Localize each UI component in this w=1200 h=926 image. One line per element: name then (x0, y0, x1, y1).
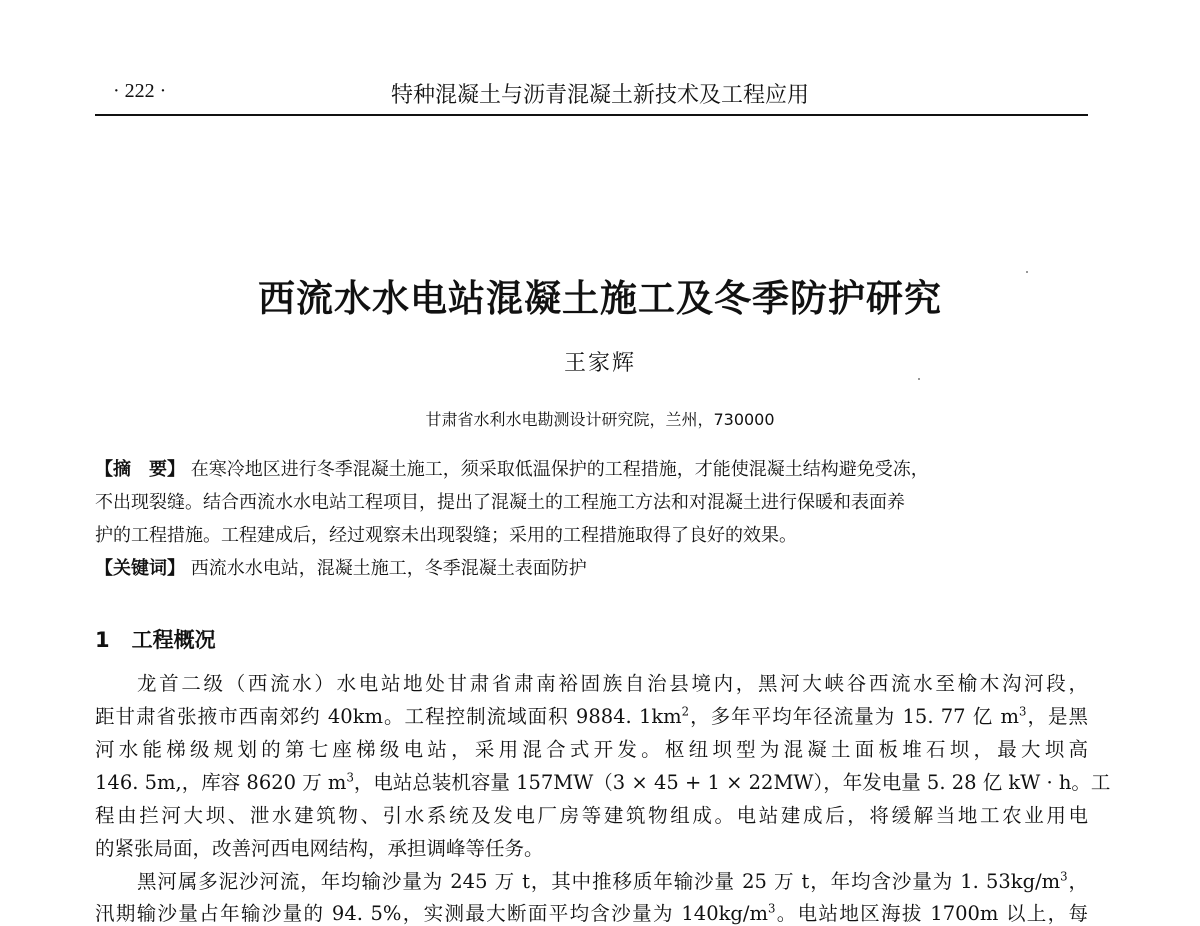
keywords-text: 西流水水电站，混凝土施工，冬季混凝土表面防护 (190, 558, 587, 579)
keywords-label: 【关键词】 (95, 558, 185, 579)
author-affiliation: 甘肃省水利水电勘测设计研究院，兰州，730000 (425, 410, 775, 429)
section-number: 1 (95, 628, 110, 652)
section-heading (95, 624, 216, 654)
author-name: 王家辉 (563, 351, 636, 376)
abstract-label: 【摘 要】 (95, 459, 185, 480)
body-line: 距甘肃省张掖市西南郊约 40km。工程控制流域面积 9884. $1km^2$，多年平均年径流量为 15. 77 亿 $m^3$，是黑 (95, 704, 1088, 728)
abstract-line: 不出现裂缝。结合西流水水电站工程项目，提出了混凝土的工程施工方法和对混凝土进行保暖和表面养 (95, 492, 905, 513)
section-title: 工程概况 (131, 628, 216, 652)
running-header: 特种混凝土与沥青混凝土新技术及工程应用 (390, 83, 809, 108)
body-line: 的紧张局面，改善河西电网结构，承担调峰等任务。 (95, 837, 544, 860)
abstract-text: 在寒冷地区进行冬季混凝土施工，须采取低温保护的工程措施，才能使混凝土结构避免受冻， (190, 459, 929, 480)
body-line: 河水能梯级规划的第七座梯级电站，采用混合式开发。枢纽坝型为混凝土面板堆石坝，最大坝高 (95, 738, 1088, 761)
header-rule (95, 114, 1088, 116)
scan-speck (918, 378, 920, 380)
keywords-line (95, 554, 587, 580)
body-line: 汛期输沙量占年输沙量的 94. 5%，实测最大断面平均含沙量为 $140kg/m^3$。电站地区海拔 1700m 以上，每 (95, 901, 1089, 925)
body-line: 146. 5m,，库容 8620 万 $m^3$，电站总装机容量 157MW（3 × 45 + 1 × 22MW），年发电量 5. 28 亿 kW · h。工 (95, 770, 1111, 794)
body-line: 程由拦河大坝、泄水建筑物、引水系统及发电厂房等建筑物组成。电站建成后，将缓解当地工农业用电 (95, 804, 1088, 827)
page-number: · 222 · (113, 80, 167, 102)
body-line: 黑河属多泥沙河流，年均输沙量为 245 万 t，其中推移质年输沙量 25 万 t，年均含沙量为 1. $53kg/m^3$， (137, 869, 1088, 893)
article-title: 西流水水电站混凝土施工及冬季防护研究 (258, 276, 942, 320)
abstract-line: 护的工程措施。工程建成后，经过观察未出现裂缝；采用的工程措施取得了良好的效果。 (95, 525, 797, 546)
body-line: 龙首二级（西流水）水电站地处甘肃省肃南裕固族自治县境内，黑河大峡谷西流水至榆木沟河段， (137, 672, 1088, 695)
abstract-line (95, 455, 929, 481)
